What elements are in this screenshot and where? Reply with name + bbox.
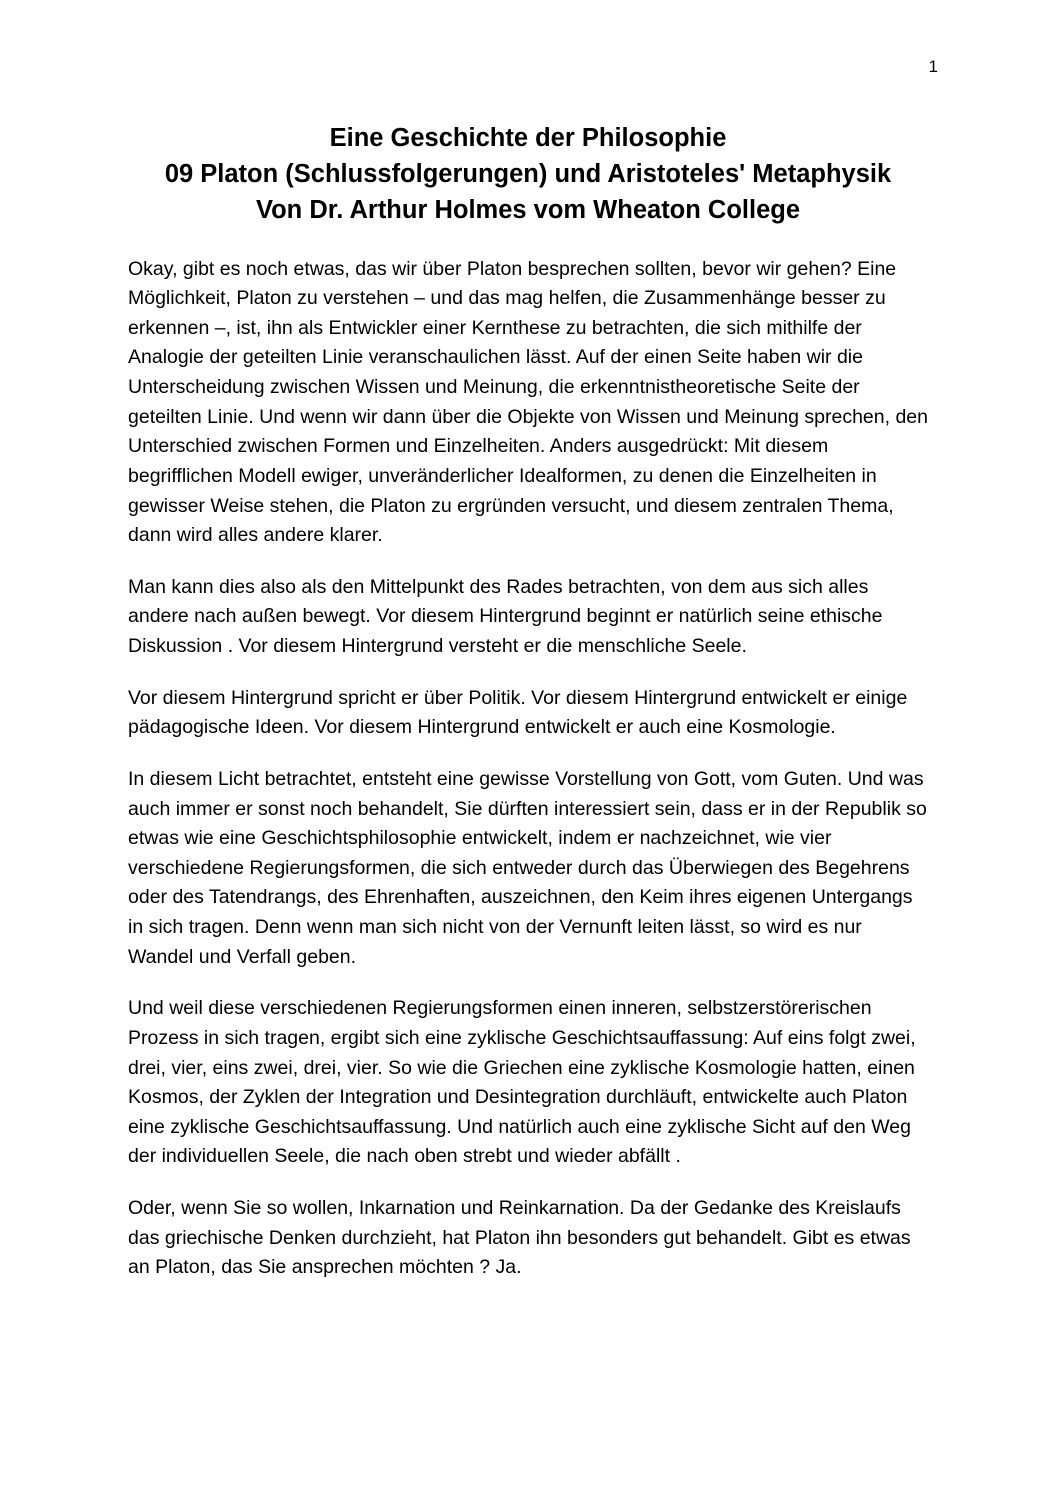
title-line-3: Von Dr. Arthur Holmes vom Wheaton College [255, 196, 801, 225]
paragraph: Okay, gibt es noch etwas, das wir über Platon besprechen sollten, bevor wir gehen? Eine Möglichkeit, Platon zu verstehen – und das mag helfen, die Zusammenhänge besser zu erkennen –, ist, ihn als Entwickler einer Kernthese zu betrachten, die sich mithilfe der Analogie der geteilten Linie veranschaulichen lässt. Auf der einen Seite haben wir die Unterscheidung zwischen Wissen und Meinung, die erkenntnistheoretische Seite der geteilten Linie. Und wenn wir dann über die Objekte von Wissen und Meinung sprechen, den Unterschied zwischen Formen und Einzelheiten. Anders ausgedrückt: Mit diesem begrifflichen Modell ewiger, unveränderlicher Idealformen, zu denen die Einzelheiten in gewisser Weise stehen, die Platon zu ergründen versucht, und diesem zentralen Thema, dann wird alles andere klarer. [128, 257, 928, 547]
document-content [128, 120, 928, 1283]
paragraph: Vor diesem Hintergrund spricht er über Politik. Vor diesem Hintergrund entwickelt er einige pädagogische Ideen. Vor diesem Hintergrund entwickelt er auch eine Kosmologie. [128, 686, 908, 739]
page-number: 1 [928, 57, 938, 76]
page-title [128, 120, 928, 229]
title-line-1: Eine Geschichte der Philosophie [329, 124, 727, 152]
paragraph: Oder, wenn Sie so wollen, Inkarnation und Reinkarnation. Da der Gedanke des Kreislaufs das griechische Denken durchzieht, hat Platon ihn besonders gut behandelt. Gibt es etwas an Platon, das Sie ansprechen möchten ? Ja. [128, 1197, 911, 1279]
paragraph: Und weil diese verschiedenen Regierungsformen einen inneren, selbstzerstörerischen Prozess in sich tragen, ergibt sich eine zyklische Geschichtsauffassung: Auf eins folgt zwei, drei, vier, eins zwei, drei, vier. So wie die Griechen eine zyklische Kosmologie hatten, einen Kosmos, der Zyklen der Integration und Desintegration durchläuft, entwickelte auch Platon eine zyklische Geschichtsauffassung. Und natürlich auch eine zyklische Sicht auf den Weg der individuellen Seele, die nach oben strebt und wieder abfällt . [128, 997, 916, 1168]
paragraph: Man kann dies also als den Mittelpunkt des Rades betrachten, von dem aus sich alles andere nach außen bewegt. Vor diesem Hintergrund beginnt er natürlich seine ethische Diskussion . Vor diesem Hintergrund versteht er die menschliche Seele. [128, 575, 883, 658]
title-line-2: 09 Platon (Schlussfolgerungen) und Aristoteles' Metaphysik [164, 160, 892, 189]
paragraph: In diesem Licht betrachtet, entsteht eine gewisse Vorstellung von Gott, vom Guten. Und was auch immer er sonst noch behandelt, Sie dürften interessiert sein, dass er in der Republik so etwas wie eine Geschichtsphilosophie entwickelt, indem er nachzeichnet, wie vier verschiedene Regierungsformen, die sich entweder durch das Überwiegen des Begehrens oder des Tatendrangs, des Ehrenhaften, auszeichnen, den Keim ihres eigenen Untergangs in sich tragen. Denn wenn man sich nicht von der Vernunft leiten lässt, so wird es nur Wandel und Verfall geben. [128, 767, 927, 968]
